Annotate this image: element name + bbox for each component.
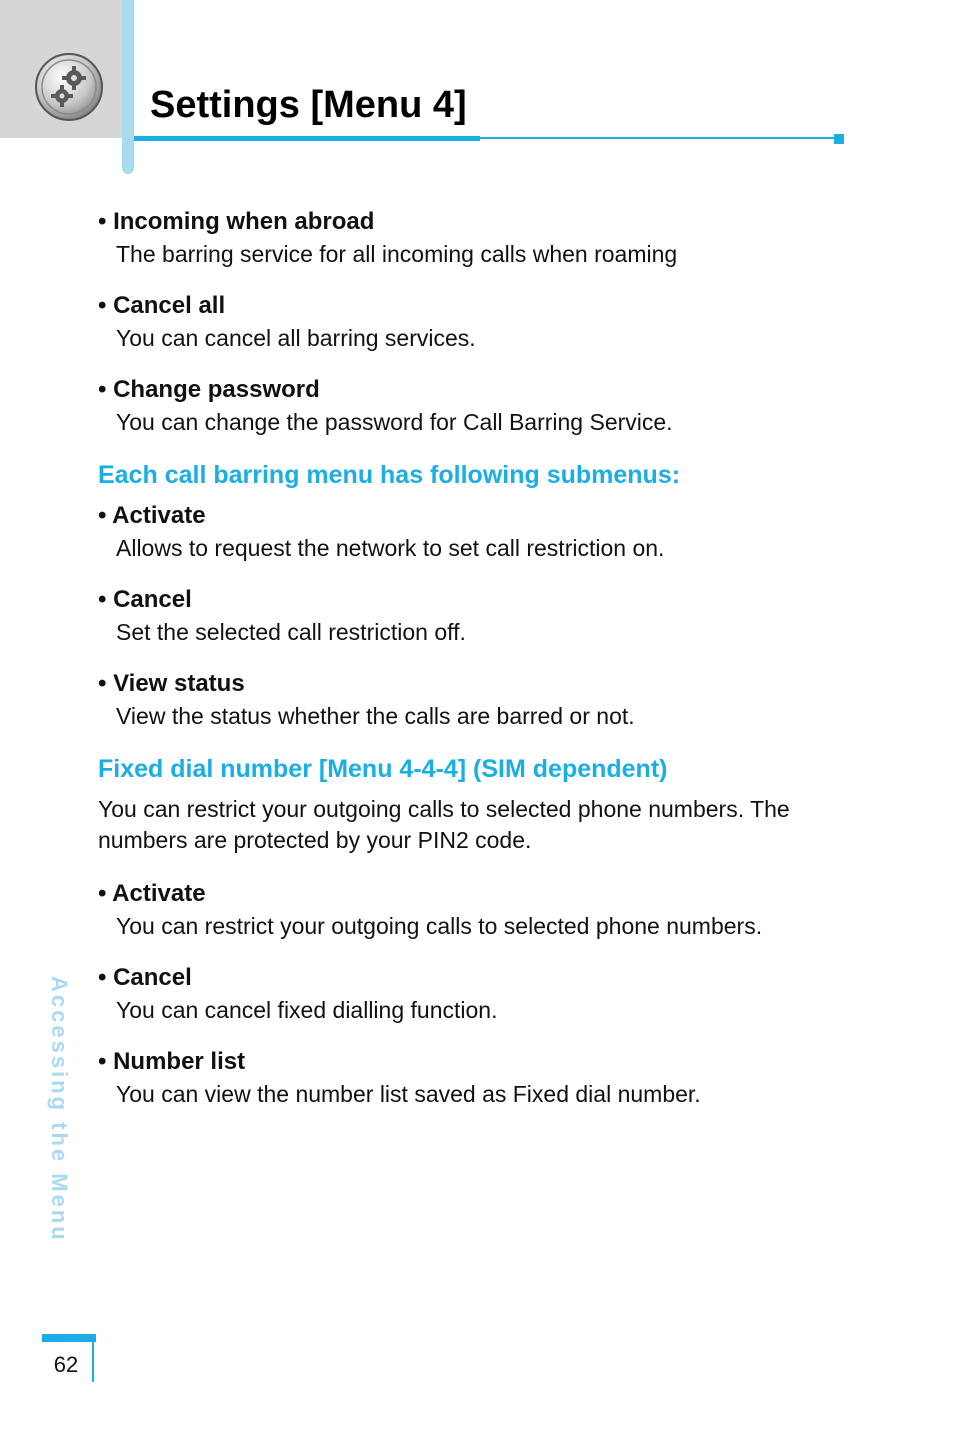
item-description: Allows to request the network to set call restriction on. — [116, 535, 665, 561]
item-description: You can cancel fixed dialling function. — [116, 997, 498, 1023]
page-number-bar — [42, 1334, 96, 1342]
list-item — [98, 206, 858, 270]
list-item — [98, 500, 858, 564]
page-number-divider — [92, 1342, 94, 1382]
item-description: You can view the number list saved as Fixed dial number. — [116, 1081, 701, 1107]
settings-gears-icon — [34, 52, 104, 122]
list-item — [98, 1046, 858, 1110]
header-vertical-accent — [122, 0, 134, 174]
item-title: • Activate — [98, 880, 206, 907]
item-title: • View status — [98, 670, 245, 697]
item-title: • Incoming when abroad — [98, 208, 375, 235]
item-title: • Activate — [98, 502, 206, 529]
page-title: Settings [Menu 4] — [150, 84, 467, 126]
page-number: 62 — [53, 1352, 79, 1377]
section-heading-fixed-dial-number: Fixed dial number [Menu 4-4-4] (SIM dependent) — [98, 755, 668, 783]
item-title: • Cancel — [98, 586, 192, 613]
item-description: Set the selected call restriction off. — [116, 619, 466, 645]
section-intro-text: You can restrict your outgoing calls to selected phone numbers. The numbers are protected by your PIN2 code. — [98, 796, 790, 853]
list-item — [98, 584, 858, 648]
main-content — [98, 206, 858, 1130]
list-item — [98, 668, 858, 732]
title-underline-thick — [134, 136, 480, 141]
list-item — [98, 374, 858, 438]
title-underline-end-square — [834, 134, 844, 144]
item-description: The barring service for all incoming calls when roaming — [116, 241, 678, 267]
list-item — [98, 962, 858, 1026]
title-underline-thin — [480, 137, 836, 139]
item-description: View the status whether the calls are barred or not. — [116, 703, 635, 729]
item-title: • Change password — [98, 376, 320, 403]
item-description: You can restrict your outgoing calls to selected phone numbers. — [116, 913, 763, 939]
item-title: • Number list — [98, 1048, 246, 1075]
item-description: You can change the password for Call Barring Service. — [116, 409, 673, 435]
section-heading-call-barring-submenus: Each call barring menu has following submenus: — [98, 461, 681, 489]
list-item — [98, 290, 858, 354]
list-item — [98, 878, 858, 942]
side-section-label: Accessing the Menu — [47, 976, 72, 1243]
item-description: You can cancel all barring services. — [116, 325, 476, 351]
item-title: • Cancel — [98, 964, 192, 991]
item-title: • Cancel all — [98, 292, 226, 319]
